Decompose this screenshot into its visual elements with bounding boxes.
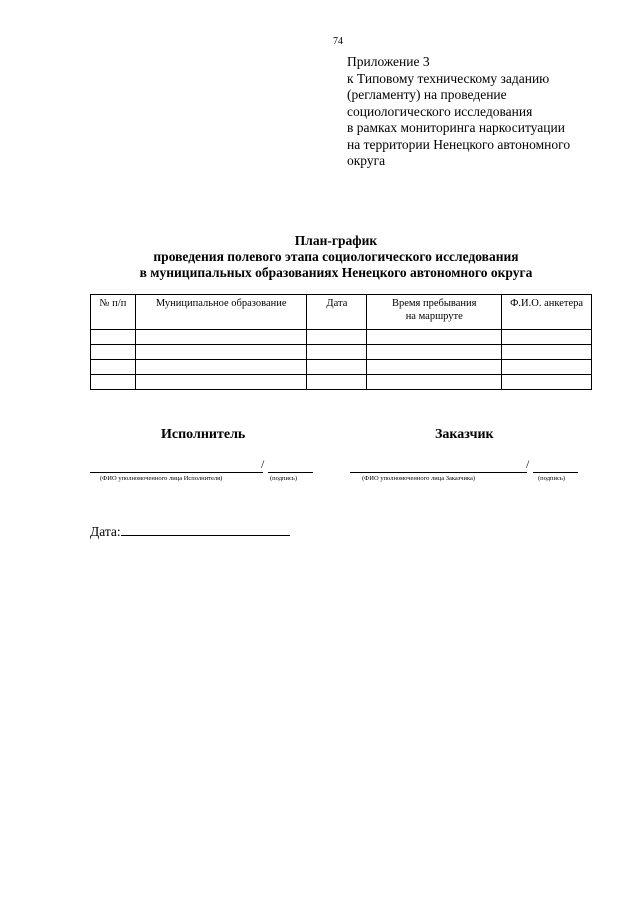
header-route-time: Время пребывания на маршруте bbox=[367, 295, 502, 330]
schedule-table bbox=[90, 294, 592, 390]
customer-sign-caption: (подпись) bbox=[538, 475, 565, 482]
table-cell bbox=[367, 330, 502, 345]
table-row bbox=[91, 375, 592, 390]
title-line-3: в муниципальных образованиях Ненецкого автономного округа bbox=[139, 265, 533, 280]
appendix-line: Приложение 3 bbox=[347, 54, 430, 69]
table-cell bbox=[135, 360, 307, 375]
title-line-2: проведения полевого этапа социологического исследования bbox=[153, 249, 519, 264]
appendix-line: на территории Ненецкого автономного bbox=[347, 136, 571, 152]
executor-sign-caption: (подпись) bbox=[270, 475, 297, 482]
table-cell bbox=[367, 360, 502, 375]
executor-sign-line bbox=[268, 472, 313, 473]
table-cell bbox=[502, 375, 592, 390]
document-title bbox=[0, 233, 640, 281]
table-cell bbox=[307, 345, 367, 360]
table-cell bbox=[91, 330, 136, 345]
appendix-line: округа bbox=[347, 153, 386, 168]
table-cell bbox=[91, 360, 136, 375]
appendix-line: социологического исследования bbox=[347, 103, 533, 119]
header-date: Дата bbox=[307, 295, 367, 330]
table-cell bbox=[502, 330, 592, 345]
table-cell bbox=[367, 375, 502, 390]
header-number: № п/п bbox=[91, 295, 136, 330]
table-cell bbox=[367, 345, 502, 360]
appendix-reference bbox=[347, 54, 617, 170]
table-cell bbox=[91, 375, 136, 390]
executor-name-line bbox=[90, 472, 263, 473]
table-cell bbox=[502, 345, 592, 360]
table-row bbox=[91, 330, 592, 345]
title-line-1: План-график bbox=[294, 233, 378, 248]
table-row bbox=[91, 360, 592, 375]
date-line bbox=[121, 523, 290, 536]
executor-name-caption: (ФИО уполномоченного лица Исполнителя) bbox=[100, 475, 223, 482]
table-header-row bbox=[91, 295, 592, 330]
page-number: 74 bbox=[333, 36, 343, 47]
appendix-line: (регламенту) на проведение bbox=[347, 87, 507, 102]
customer-heading: Заказчик bbox=[435, 427, 494, 442]
header-municipality: Муниципальное образование bbox=[135, 295, 307, 330]
table-cell bbox=[135, 345, 307, 360]
table-cell bbox=[135, 375, 307, 390]
table-cell bbox=[307, 360, 367, 375]
customer-name-line bbox=[350, 472, 527, 473]
table-cell bbox=[91, 345, 136, 360]
table-cell bbox=[502, 360, 592, 375]
date-label: Дата: bbox=[90, 524, 121, 539]
header-interviewer: Ф.И.О. анкетера bbox=[502, 295, 592, 330]
customer-separator: / bbox=[526, 457, 530, 471]
table-cell bbox=[307, 330, 367, 345]
customer-name-caption: (ФИО уполномоченного лица Заказчика) bbox=[362, 475, 476, 482]
appendix-line: к Типовому техническому заданию bbox=[347, 70, 550, 86]
table-row bbox=[91, 345, 592, 360]
executor-separator: / bbox=[261, 457, 265, 471]
date-block bbox=[90, 523, 290, 540]
table-cell bbox=[307, 375, 367, 390]
table-cell bbox=[135, 330, 307, 345]
customer-sign-line bbox=[533, 472, 578, 473]
appendix-line: в рамках мониторинга наркоситуации bbox=[347, 120, 565, 135]
executor-heading: Исполнитель bbox=[161, 427, 246, 442]
